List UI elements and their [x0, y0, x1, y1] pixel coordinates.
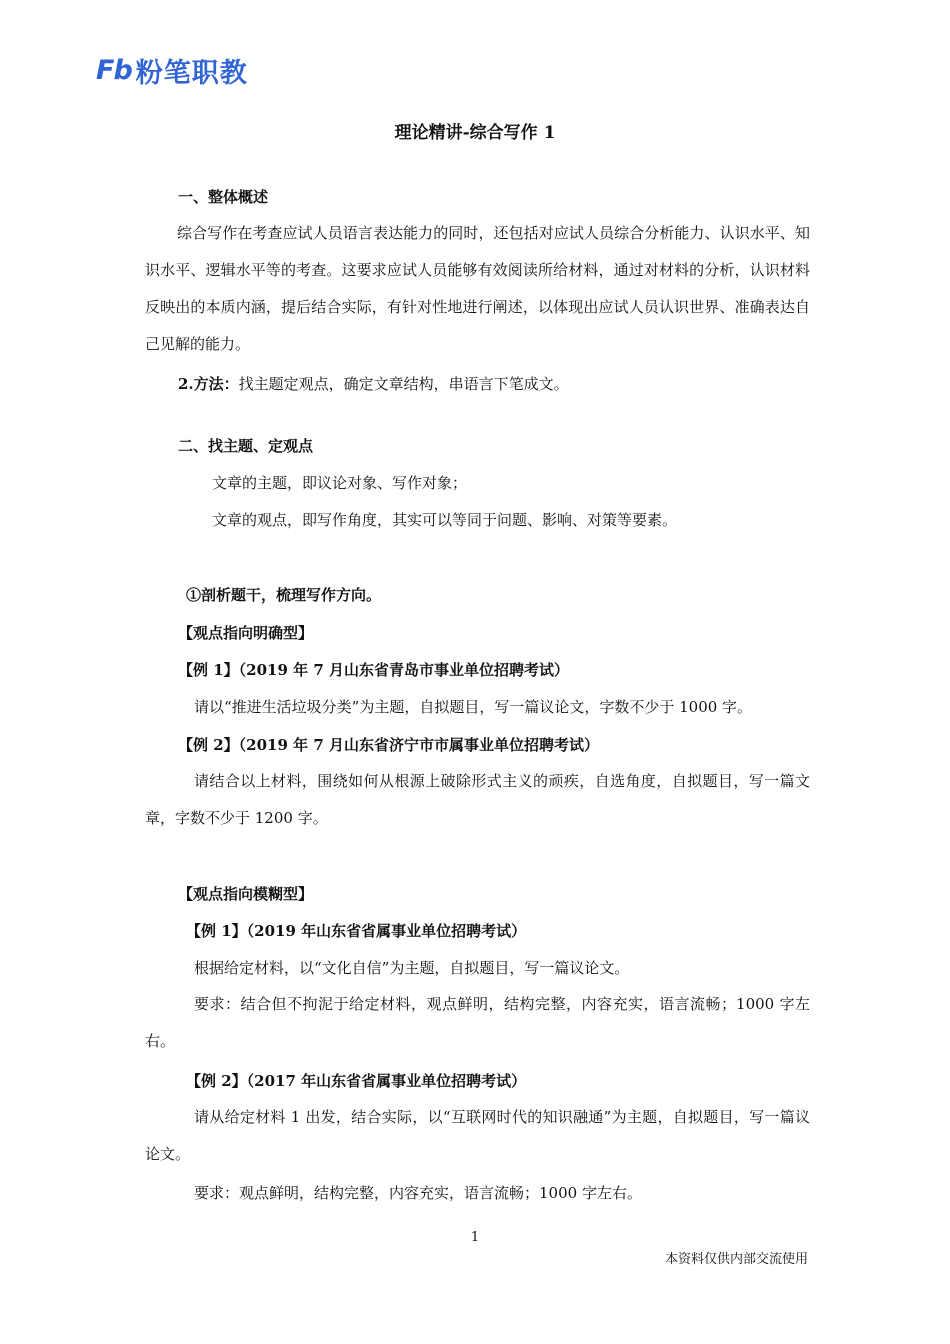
type-2-example-1-requirement: 要求：结合但不拘泥于给定材料，观点鲜明，结构完整，内容充实，语言流畅；1000 字左右。 [145, 995, 810, 1050]
section-1-heading: 一、整体概述 [178, 188, 269, 206]
document-title: 理论精讲-综合写作 1 [394, 123, 556, 143]
brand-logo [96, 52, 248, 88]
type-1-example-2-text: 请结合以上材料，围绕如何从根源上破除形式主义的顽疾，自选角度，自拟题目，写一篇文章，字数不少于 1200 字。 [145, 772, 810, 827]
method-text: 找主题定观点，确定文章结构，串语言下笔成文。 [238, 375, 569, 393]
section-2-heading: 二、找主题、定观点 [178, 437, 314, 455]
type-2-example-2-label: 【例 2】（2017 年山东省省属事业单位招聘考试） [186, 1072, 527, 1090]
footer-note: 本资料仅供内部交流使用 [664, 1252, 808, 1267]
section-2-line-2: 文章的观点，即写作角度，其实可以等同于问题、影响、对策等要素。 [212, 511, 678, 529]
type-1-example-1-text: 请以“推进生活垃圾分类”为主题，自拟题目，写一篇议论文，字数不少于 1000 字。 [194, 698, 753, 716]
page-number: 1 [470, 1230, 480, 1245]
section-2-line-1: 文章的主题，即议论对象、写作对象； [212, 474, 468, 492]
type-2-heading: 【观点指向模糊型】 [178, 885, 314, 903]
type-1-example-1-label: 【例 1】（2019 年 7 月山东省青岛市事业单位招聘考试） [178, 661, 570, 679]
method-line [178, 373, 569, 394]
type-1-example-2-label: 【例 2】（2019 年 7 月山东省济宁市市属事业单位招聘考试） [178, 736, 600, 754]
type-2-example-2-requirement: 要求：观点鲜明，结构完整，内容充实，语言流畅；1000 字左右。 [194, 1184, 642, 1202]
section-1-paragraph: 综合写作在考查应试人员语言表达能力的同时，还包括对应试人员综合分析能力、认识水平、知识水平、逻辑水平等的考查。这要求应试人员能够有效阅读所给材料，通过对材料的分析，认识材料反映出的本质内涵，提后结合实际，有针对性地进行阐述，以体现出应试人员认识世界、准确表达自己见解的能力。 [145, 224, 810, 353]
type-2-example-1-text: 根据给定材料，以“文化自信”为主题，自拟题目，写一篇议论文。 [194, 959, 630, 977]
type-1-heading: 【观点指向明确型】 [178, 624, 314, 642]
logo-mark-icon: Fb [96, 54, 132, 86]
section-3-heading: ①剖析题干，梳理写作方向。 [186, 586, 382, 604]
type-2-example-2-text: 请从给定材料 1 出发，结合实际，以“互联网时代的知识融通”为主题，自拟题目，写一篇议论文。 [145, 1108, 810, 1163]
type-2-example-1-label: 【例 1】（2019 年山东省省属事业单位招聘考试） [186, 922, 527, 940]
method-label: 2.方法： [178, 375, 239, 393]
logo-text: 粉笔职教 [135, 57, 248, 89]
